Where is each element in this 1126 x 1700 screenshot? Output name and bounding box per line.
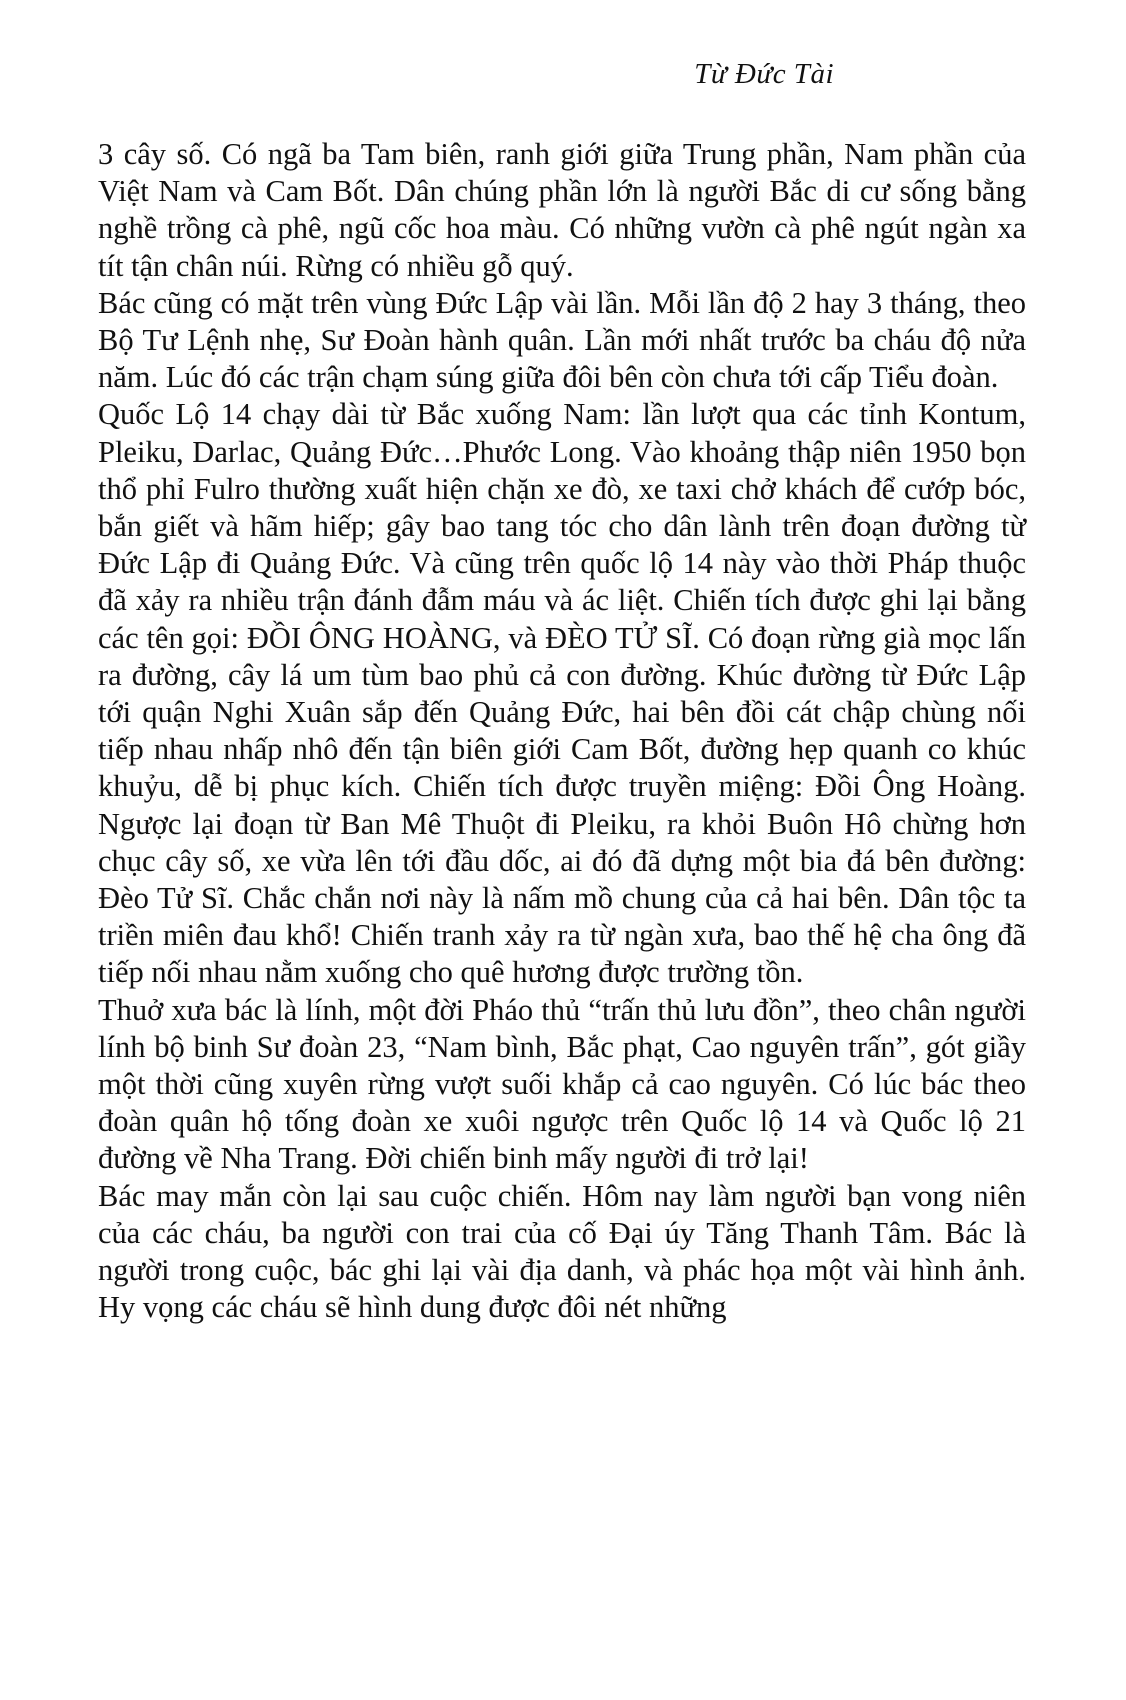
paragraph-4: Thuở xưa bác là lính, một đời Pháo thủ “trấn thủ lưu đồn”, theo chân người lính bộ binh Sư đoàn 23, “Nam bình, Bắc phạt, Cao nguyên trấn”, gót giầy một thời cũng xuyên rừng vượt suối khắp cả cao nguyên. Có lúc bác theo đoàn quân hộ tống đoàn xe xuôi ngược trên Quốc lộ 14 và Quốc lộ 21 đường về Nha Trang. Đời chiến binh mấy người đi trở lại! <box>98 992 1026 1176</box>
paragraph-1: 3 cây số. Có ngã ba Tam biên, ranh giới giữa Trung phần, Nam phần của Việt Nam và Cam Bốt. Dân chúng phần lớn là người Bắc di cư sống bằng nghề trồng cà phê, ngũ cốc hoa màu. Có những vườn cà phê ngút ngàn xa tít tận chân núi. Rừng có nhiều gỗ quý. <box>98 137 1026 283</box>
paragraph-5: Bác may mắn còn lại sau cuộc chiến. Hôm nay làm người bạn vong niên của các cháu, ba người con trai của cố Đại úy Tăng Thanh Tâm. Bác là người trong cuộc, bác ghi lại vài địa danh, và phác họa một vài hình ảnh. Hy vọng các cháu sẽ hình dung được đôi nét những <box>98 1178 1026 1325</box>
paragraph-2: Bác cũng có mặt trên vùng Đức Lập vài lần. Mỗi lần độ 2 hay 3 tháng, theo Bộ Tư Lệnh nhẹ, Sư Đoàn hành quân. Lần mới nhất trước ba cháu độ nửa năm. Lúc đó các trận chạm súng giữa đôi bên còn chưa tới cấp Tiểu đoàn. <box>98 285 1026 395</box>
body-text <box>98 136 1026 1327</box>
paragraph-3: Quốc Lộ 14 chạy dài từ Bắc xuống Nam: lần lượt qua các tỉnh Kontum, Pleiku, Darlac, Quảng Đức…Phước Long. Vào khoảng thập niên 1950 bọn thổ phỉ Fulro thường xuất hiện chặn xe đò, xe taxi chở khách để cướp bóc, bắn giết và hãm hiếp; gây bao tang tóc cho dân lành trên đoạn đường từ Đức Lập đi Quảng Đức. Và cũng trên quốc lộ 14 này vào thời Pháp thuộc đã xảy ra nhiều trận đánh đẫm máu và ác liệt. Chiến tích được ghi lại bằng các tên gọi: ĐỒI ÔNG HOÀNG, và ĐÈO TỬ SĨ. Có đoạn rừng già mọc lấn ra đường, cây lá um tùm bao phủ cả con đường. Khúc đường từ Đức Lập tới quận Nghi Xuân sắp đến Quảng Đức, hai bên đồi cát chập chùng nối tiếp nhau nhấp nhô đến tận biên giới Cam Bốt, đường hẹp quanh co khúc khuỷu, dễ bị phục kích. Chiến tích được truyền miệng: Đồi Ông Hoàng. Ngược lại đoạn từ Ban Mê Thuột đi Pleiku, ra khỏi Buôn Hô chừng hơn chục cây số, xe vừa lên tới đầu dốc, ai đó đã dựng một bia đá bên đường: Đèo Tử Sĩ. Chắc chắn nơi này là nấm mồ chung của cả hai bên. Dân tộc ta triền miên đau khổ! Chiến tranh xảy ra từ ngàn xưa, bao thế hệ cha ông đã tiếp nối nhau nằm xuống cho quê hương được trường tồn. <box>98 397 1026 990</box>
running-header-author: Từ Đức Tài <box>694 58 834 90</box>
